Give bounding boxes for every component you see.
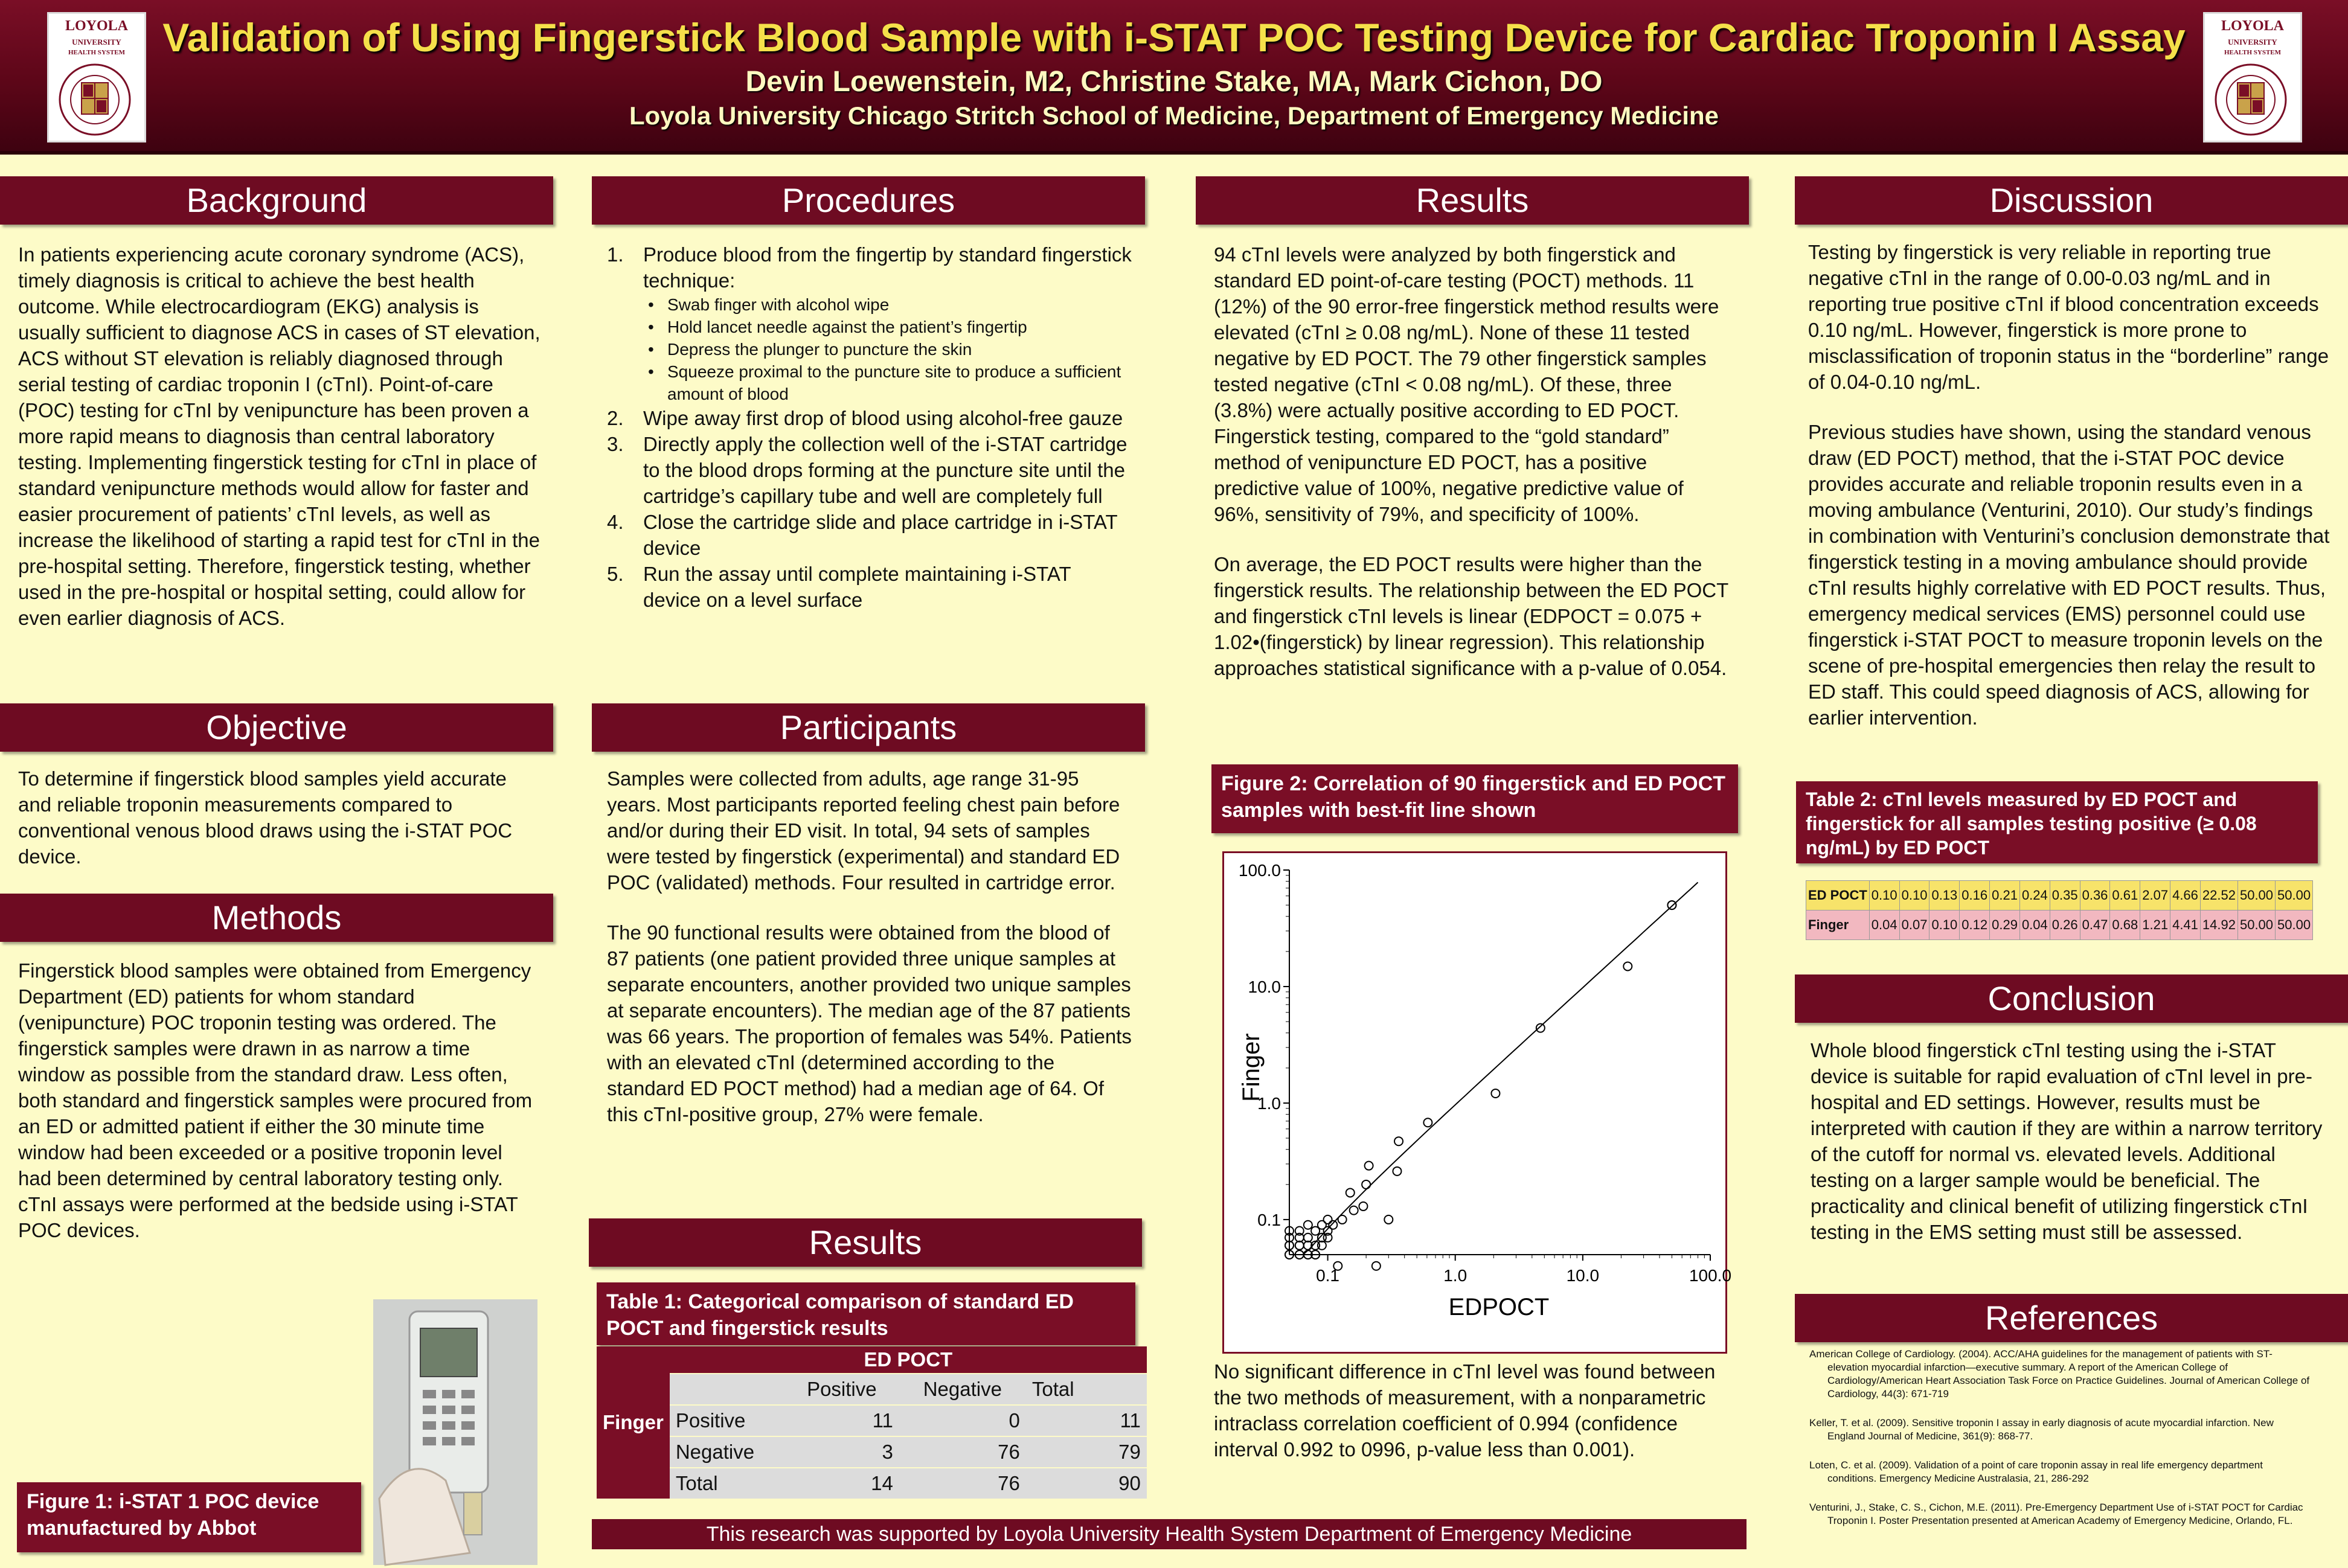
x-tick-label: 0.1 <box>1316 1266 1340 1285</box>
table-cell: 0 <box>899 1405 1026 1436</box>
step-text: Produce blood from the fingertip by standard fingerstick technique: <box>643 243 1132 292</box>
procedure-step <box>607 561 1132 613</box>
reference-item: American College of Cardiology. (2004). ACC/AHA guidelines for the management of patients with ST-elevation myocardial infarction—executive summary. A report of the American College of Cardiology/American Heart Association Task Force on Practice Guidelines. Journal of American College of Cardiology, 44(3): 671-719 <box>1809 1348 2310 1400</box>
reference-item: Keller, T. et al. (2009). Sensitive troponin I assay in early diagnosis of acute myocardial infarction. New England Journal of Medicine, 361(9): 868-77. <box>1809 1417 2274 1442</box>
data-point <box>1359 1202 1367 1211</box>
table-cell: 14 <box>784 1468 899 1499</box>
logo-name: LOYOLA <box>65 18 128 34</box>
data-point <box>1346 1188 1355 1197</box>
y-tick-label: 0.1 <box>1257 1210 1281 1229</box>
data-point <box>1304 1221 1312 1229</box>
table-cell: 11 <box>1026 1405 1147 1436</box>
row-label: Negative <box>670 1436 784 1468</box>
row-label: Total <box>670 1468 784 1499</box>
figure2-scatter-plot <box>1224 853 1732 1352</box>
plot-ticks <box>1239 861 1731 1285</box>
participants-paragraph-2: The 90 functional results were obtained from the blood of 87 patients (one patient provided three unique samples at separate encounters, another provided two unique samples at separate encounters). The median age of the 87 patients was 66 years. The proportion of females was 54%. Patients with an elevated cTnI (determined according to the standard ED POCT method) had a median age of 64. Of this cTnI-positive group, 27% were female. <box>607 921 1132 1125</box>
row-label: Positive <box>670 1405 784 1436</box>
table-row <box>1806 881 2313 910</box>
data-point <box>1329 1221 1337 1229</box>
y-tick-label: 100.0 <box>1238 861 1281 880</box>
participants-text <box>607 766 1132 1151</box>
methods-text: Fingerstick blood samples were obtained from Emergency Department (ED) patients for whom standard (venipuncture) POC troponin testing was ordered. The fingerstick samples were drawn in as narrow a time window as possible from the standard draw. Less often, both standard and fingerstick samples were procured from an ED or admitted patient if either the 30 minute time window had been exceeded or a positive troponin level had been determined by central laboratory testing only. cTnI assays were performed at the bedside using i-STAT POC devices. <box>18 959 533 1241</box>
table-row <box>597 1436 1147 1468</box>
step-number: 1. <box>607 243 624 266</box>
data-point <box>1304 1234 1312 1242</box>
data-point <box>1350 1206 1358 1215</box>
procedures-list <box>607 242 1132 613</box>
table2 <box>1806 880 2313 940</box>
background-text: In patients experiencing acute coronary syndrome (ACS), timely diagnosis is critical to achieve the best health outcome. While electrocardiogram (EKG) analysis is usually sufficient to diagnose ACS in cases of ST elevation, ACS without ST elevation is reliably diagnosed through serial testing of cardiac troponin I (cTnI). Point-of-care (POC) testing for cTnI by venipuncture has been proven a more rapid means to diagnosis than central laboratory testing. Implementing fingerstick testing for cTnI in place of standard venipuncture methods would allow for faster and easier procurement of patients’ cTnI levels, as well as increase the likelihood of starting a rapid test for cTnI in the pre-hospital setting. Therefore, fingerstick testing, whether used in the pre-hospital or hospital setting, could allow for even earlier diagnosis of ACS. <box>18 243 540 629</box>
substep-text: Depress the plunger to puncture the skin <box>667 340 972 359</box>
reference-item: Loten, C. et al. (2009). Validation of a point of care troponin assay in real life emergency department conditions. Emergency Medicine Australasia, 21, 286-292 <box>1809 1459 2263 1484</box>
table-cell: 0.13 <box>1929 881 1960 910</box>
table-cell: 2.07 <box>2140 881 2170 910</box>
data-point <box>1394 1137 1403 1145</box>
poster-title: Validation of Using Fingerstick Blood Sample with i-STAT POC Testing Device for Cardiac Troponin I Assay <box>162 15 2186 60</box>
table-cell: 0.29 <box>1990 910 2020 940</box>
reference-item: Venturini, J., Stake, C. S., Cichon, M.E. (2011). Pre-Emergency Department Use of i-STAT POCT for Cardiac Troponin I. Poster Presentation presented at American Academy of Emergency Medicine, Orlando, FL. <box>1809 1502 2303 1526</box>
table-cell: 0.21 <box>1990 881 2020 910</box>
step-text: Wipe away first drop of blood using alcohol-free gauze <box>643 407 1123 429</box>
bullet-icon: • <box>648 362 654 381</box>
results-text <box>1214 242 1733 705</box>
footer-banner: This research was supported by Loyola University Health System Department of Emergency Medicine <box>592 1519 1747 1549</box>
methods-heading: Methods <box>0 894 553 942</box>
x-tick-label: 100.0 <box>1689 1266 1732 1285</box>
table-cell: 50.00 <box>2237 881 2275 910</box>
poster-authors: Devin Loewenstein, M2, Christine Stake, MA, Mark Cichon, DO <box>745 66 1603 98</box>
data-point <box>1372 1262 1381 1270</box>
results-paragraph-2: On average, the ED POCT results were higher than the fingerstick results. The relationship between the ED POCT and fingerstick cTnI levels is linear (EDPOCT = 0.075 + 1.02•(fingerstick) by linear regression). This relationship approaches statistical significance with a p-value of 0.054. <box>1214 553 1728 679</box>
step-number: 4. <box>607 511 624 533</box>
fit-line <box>1289 882 1698 1255</box>
procedure-substep <box>607 316 1132 338</box>
column-header: Total <box>1026 1374 1147 1405</box>
data-point <box>1384 1215 1393 1224</box>
figure2-plot-frame <box>1222 851 1732 1354</box>
table-cell: 0.04 <box>1869 910 1899 940</box>
logo-subtitle: HEALTH SYSTEM <box>2224 49 2282 56</box>
discussion-paragraph-2: Previous studies have shown, using the standard venous draw (ED POCT) method, that the i-STAT POC device provides accurate and reliable troponin results even in a moving ambulance (Venturini, 2010). Our study’s findings in combination with Venturini’s conclusion demonstrate that fingerstick testing in a moving ambulance should provide cTnI results highly correlative with ED POCT results. Thus, emergency medical services (EMS) personnel could use fingerstick i-STAT POCT to measure troponin levels on the scene of pre-hospital emergencies then relay the result to ED staff. This could speed diagnosis of ACS, allowing for earlier intervention. <box>1808 421 2330 729</box>
table-cell: 0.26 <box>2050 910 2080 940</box>
data-point <box>1318 1221 1326 1229</box>
results-paragraph-1: 94 cTnI levels were analyzed by both fingerstick and standard ED point-of-care testing (POCT) methods. 11 (12%) of the 90 error-free fingerstick method results were elevated (cTnI ≥ 0.08 ng/mL). None of these 11 tested negative by ED POCT. The 79 other fingerstick samples tested negative (cTnI < 0.08 ng/mL). Of these, three (3.8%) were actually positive according to ED POCT. Fingerstick testing, compared to the “gold standard” method of venipuncture ED POCT, has a positive predictive value of 100%, negative predictive value of 96%, sensitivity of 79%, and specificity of 100%. <box>1214 243 1719 525</box>
participants-heading: Participants <box>592 703 1145 752</box>
table-cell: 0.35 <box>2050 881 2080 910</box>
row-label: Finger <box>1806 910 1870 940</box>
procedure-step <box>607 431 1132 509</box>
table-row <box>597 1468 1147 1499</box>
table-row <box>597 1405 1147 1436</box>
data-point <box>1295 1241 1304 1250</box>
substep-text: Squeeze proximal to the puncture site to produce a sufficient amount of blood <box>667 362 1121 403</box>
logo-name: LOYOLA <box>2221 18 2284 34</box>
procedures-heading: Procedures <box>592 176 1145 225</box>
table1-caption: Table 1: Categorical comparison of standard ED POCT and fingerstick results <box>597 1282 1135 1345</box>
discussion-text <box>1808 239 2334 755</box>
y-axis-label: Finger <box>1238 1033 1265 1102</box>
data-point <box>1362 1180 1370 1189</box>
data-point <box>1623 962 1632 970</box>
table-cell: 0.68 <box>2110 910 2140 940</box>
table-cell: 0.12 <box>1960 910 1990 940</box>
x-tick-label: 10.0 <box>1566 1266 1600 1285</box>
step-text: Run the assay until complete maintaining i-STAT device on a level surface <box>643 563 1071 611</box>
table-cell: 76 <box>899 1468 1026 1499</box>
table-cell: 0.47 <box>2080 910 2110 940</box>
conclusion-heading: Conclusion <box>1795 974 2348 1023</box>
data-point <box>1423 1118 1432 1127</box>
results-paragraph-3: No significant difference in cTnI level was found between the two methods of measurement, with a nonparametric intraclass correlation coefficient of 0.994 (confidence interval 0.992 to 0996, p-value less than 0.001). <box>1214 1360 1716 1461</box>
data-point <box>1536 1024 1545 1032</box>
table-cell: 0.24 <box>2019 881 2050 910</box>
istat-device-photo <box>373 1299 537 1565</box>
objective-text: To determine if fingerstick blood samples yield accurate and reliable troponin measurements compared to conventional venous blood draws using the i-STAT POC device. <box>18 767 513 868</box>
table-cell <box>670 1374 784 1405</box>
seal-icon <box>2213 62 2288 137</box>
data-point <box>1491 1089 1500 1098</box>
data-point <box>1338 1215 1347 1224</box>
table-cell: 50.00 <box>2237 910 2275 940</box>
procedure-substep <box>607 338 1132 360</box>
table-row <box>1806 910 2313 940</box>
table-cell: 0.10 <box>1929 910 1960 940</box>
procedure-substep <box>607 293 1132 316</box>
table-cell: 50.00 <box>2276 881 2313 910</box>
logo-name-2: UNIVERSITY <box>2228 37 2277 46</box>
x-axis-label: EDPOCT <box>1448 1294 1550 1320</box>
substep-text: Swab finger with alcohol wipe <box>667 295 890 314</box>
step-number: 3. <box>607 433 624 455</box>
table-cell: 0.61 <box>2110 881 2140 910</box>
bullet-icon: • <box>648 318 654 336</box>
istat-device-icon <box>373 1299 537 1565</box>
logo-subtitle: HEALTH SYSTEM <box>68 49 126 56</box>
procedure-step <box>607 242 1132 293</box>
substep-text: Hold lancet needle against the patient’s fingertip <box>667 318 1027 336</box>
step-text: Directly apply the collection well of the i-STAT cartridge to the blood drops forming at the puncture site until the cartridge’s capillary tube and well are completely full <box>643 433 1127 507</box>
table-cell: 0.04 <box>2019 910 2050 940</box>
table-cell: 1.21 <box>2140 910 2170 940</box>
table2-caption: Table 2: cTnI levels measured by ED POCT and fingerstick for all samples testing positive (≥ 0.08 ng/mL) by ED POCT <box>1796 781 2318 863</box>
table-cell: 22.52 <box>2200 881 2237 910</box>
table-cell: 11 <box>784 1405 899 1436</box>
table-cell: 3 <box>784 1436 899 1468</box>
discussion-paragraph-1: Testing by fingerstick is very reliable in reporting true negative cTnI in the range of 0.00-0.03 ng/mL and in reporting true positive cTnI if blood concentration exceeds 0.10 ng/mL. However, fingerstick is more prone to misclassification of troponin status in the “borderline” range of 0.04-0.10 ng/mL. <box>1808 241 2329 393</box>
poster-header <box>0 0 2348 155</box>
data-point <box>1393 1167 1401 1176</box>
participants-paragraph-1: Samples were collected from adults, age range 31-95 years. Most participants reported feeling chest pain before and/or during their ED visit. In total, 94 sets of samples were tested by fingerstick (experimental) and standard ED POC (validated) methods. Four resulted in cartridge error. <box>607 767 1120 894</box>
bullet-icon: • <box>648 295 654 314</box>
column-group-label: ED POCT <box>670 1346 1147 1374</box>
y-tick-label: 10.0 <box>1248 977 1281 996</box>
step-number: 2. <box>607 407 624 429</box>
data-point <box>1667 901 1676 909</box>
table1 <box>597 1346 1147 1500</box>
data-point <box>1365 1162 1373 1170</box>
procedure-step <box>607 509 1132 561</box>
figure2-caption: Figure 2: Correlation of 90 fingerstick and ED POCT samples with best-fit line shown <box>1211 764 1738 833</box>
x-tick-label: 1.0 <box>1443 1266 1468 1285</box>
y-tick-label: 1.0 <box>1257 1093 1281 1113</box>
results-heading-right: Results <box>1196 176 1749 225</box>
table-cell: 50.00 <box>2276 910 2313 940</box>
loyola-logo-right <box>2203 12 2302 142</box>
row-group-label: Finger <box>597 1346 670 1499</box>
figure1-caption: Figure 1: i-STAT 1 POC device manufactured by Abbot <box>17 1482 361 1552</box>
table-cell: 0.07 <box>1899 910 1929 940</box>
table-cell: 14.92 <box>2200 910 2237 940</box>
references-heading: References <box>1795 1294 2348 1342</box>
table-cell: 0.16 <box>1960 881 1990 910</box>
poster-affiliation: Loyola University Chicago Stritch School of Medicine, Department of Emergency Medicine <box>629 101 1719 130</box>
table-cell: 0.10 <box>1899 881 1929 910</box>
best-fit-line <box>1289 882 1698 1255</box>
table-row <box>597 1346 1147 1374</box>
table-cell: 76 <box>899 1436 1026 1468</box>
procedure-substep <box>607 360 1132 405</box>
discussion-heading: Discussion <box>1795 176 2348 225</box>
logo-name-2: UNIVERSITY <box>72 37 121 46</box>
background-heading: Background <box>0 176 553 225</box>
row-label: ED POCT <box>1806 881 1870 910</box>
procedure-step <box>607 405 1132 431</box>
conclusion-text: Whole blood fingerstick cTnI testing using the i-STAT device is suitable for rapid evaluation of cTnI level in pre-hospital and ED settings. However, results must be interpreted with caution if they are within a narrow territory of the cutoff for normal vs. elevated levels. Additional testing on a larger sample would be beneficial. The practicality and clinical benefit of utilizing fingerstick cTnI testing in the EMS setting must still be assessed. <box>1811 1039 2323 1243</box>
table-cell: 4.66 <box>2170 881 2201 910</box>
step-number: 5. <box>607 563 624 585</box>
column-header: Negative <box>899 1374 1026 1405</box>
bullet-icon: • <box>648 340 654 359</box>
table-cell: 0.36 <box>2080 881 2110 910</box>
table-cell: 0.10 <box>1869 881 1899 910</box>
results-heading-left: Results <box>589 1218 1142 1267</box>
table-row <box>597 1374 1147 1405</box>
table-cell: 79 <box>1026 1436 1147 1468</box>
table-cell: 4.41 <box>2170 910 2201 940</box>
step-text: Close the cartridge slide and place cartridge in i-STAT device <box>643 511 1118 559</box>
data-point <box>1318 1241 1326 1250</box>
table-cell: 90 <box>1026 1468 1147 1499</box>
column-header: Positive <box>784 1374 899 1405</box>
references-list <box>1809 1348 2311 1543</box>
objective-heading: Objective <box>0 703 553 752</box>
